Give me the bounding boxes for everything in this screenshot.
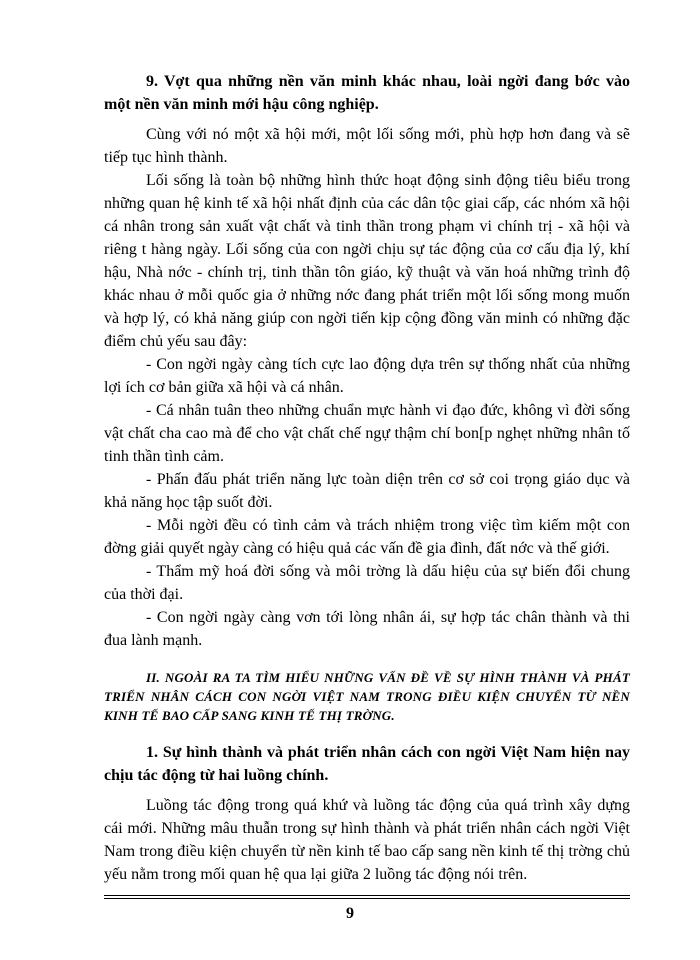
page-body [104,70,630,886]
footer-rule-top [104,895,630,896]
paragraph: Cùng với nó một xã hội mới, một lối sống mới, phù hợp hơn đang và sẽ tiếp tục hình thành. [104,126,630,166]
paragraph: Lối sống là toàn bộ những hình thức hoạt động sinh động tiêu biểu trong những quan hệ kinh tế xã hội nhất định của các dân tộc giai cấp, các nhóm xã hội cá nhân trong sản xuất vật chất và tinh thần trong phạm vi chính trị - xã hội và riêng t hàng ngày. Lối sống của con ngời chịu sự tác động của cơ cấu địa lý, khí hậu, Nhà nớc - chính trị, tinh thần tôn giáo, kỹ thuật và văn hoá những trình độ khác nhau ở mỗi quốc gia ở những nớc đang phát triển một lối sống mong muốn và hợp lý, có khả năng giúp con ngời tiến kịp cộng đồng văn minh có những đặc điểm chủ yếu sau đây: [104,172,630,350]
footer-rule-bottom [104,898,630,899]
section-1-heading: 1. Sự hình thành và phát triển nhân cách con ngời Việt Nam hiện nay chịu tác động từ hai luồng chính. [104,744,630,784]
paragraph: Luồng tác động trong quá khứ và luồng tác động của quá trình xây dựng cái mới. Những mâu thuẫn trong sự hình thành và phát triển nhân cách ngời Việt Nam trong điều kiện chuyển từ nền kinh tế bao cấp sang nền kinh tế thị trờng chủ yếu nằm trong mối quan hệ qua lại giữa 2 luồng tác động nói trên. [104,797,630,883]
list-item: - Con ngời ngày càng vơn tới lòng nhân ái, sự hợp tác chân thành và thi đua lành mạnh. [104,609,630,649]
list-item: - Thẩm mỹ hoá đời sống và môi trờng là dấu hiệu của sự biến đổi chung của thời đại. [104,563,630,603]
section-9-heading: 9. Vợt qua những nền văn minh khác nhau, loài ngời đang bớc vào một nền văn minh mới hậu công nghiệp. [104,73,630,113]
page-number: 9 [346,905,354,922]
list-item: - Mỗi ngời đều có tình cảm và trách nhiệm trong việc tìm kiếm một con đờng giải quyết ngày càng có hiệu quả các vấn đề gia đình, đất nớc và thế giới. [104,517,630,557]
list-item: - Con ngời ngày càng tích cực lao động dựa trên sự thống nhất của những lợi ích cơ bản giữa xã hội và cá nhân. [104,356,630,396]
part-ii-heading: II. NGOÀI RA TA TÌM HIỂU NHỮNG VẤN ĐỀ VỀ SỰ HÌNH THÀNH VÀ PHÁT TRIỂN NHÂN CÁCH CON NGỜI VIỆT NAM TRONG ĐIỀU KIỆN CHUYỂN TỪ NỀN KINH TẾ BAO CẤP SANG KINH TẾ THỊ TRỜNG. [104,670,630,723]
list-item: - Phấn đấu phát triển năng lực toàn diện trên cơ sở coi trọng giáo dục và khả năng học tập suốt đời. [104,471,630,511]
list-item: - Cá nhân tuân theo những chuẩn mực hành vi đạo đức, không vì đời sống vật chất cha cao mà để cho vật chất chế ngự thậm chí bon[p nghẹt những nhân tố tinh thần tình cảm. [104,402,630,465]
